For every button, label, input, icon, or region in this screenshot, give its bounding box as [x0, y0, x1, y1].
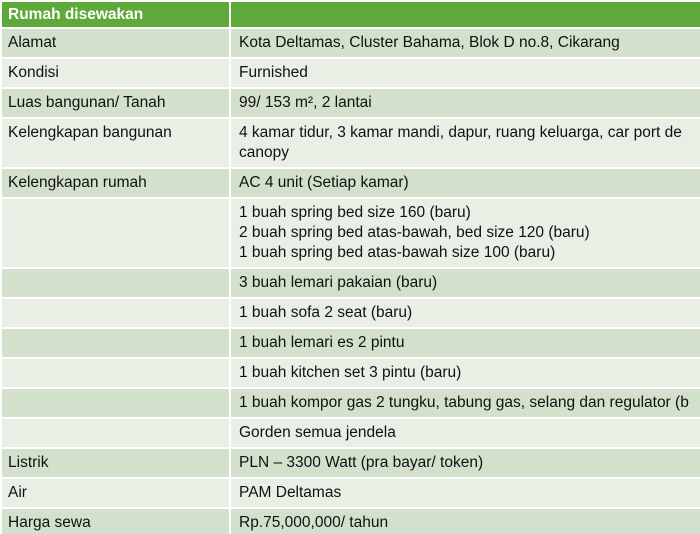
row-value: [230, 28, 700, 58]
row-value: [230, 88, 700, 118]
row-value-line: 1 buah spring bed atas-bawah size 100 (baru): [239, 244, 556, 261]
row-value-line: 1 buah kitchen set 3 pintu (baru): [239, 364, 462, 381]
row-value-line: AC 4 unit (Setiap kamar): [239, 174, 409, 191]
table-header-title: Rumah disewakan: [1, 1, 230, 28]
table-row: [1, 448, 700, 478]
table-row: [1, 328, 700, 358]
row-value-line: Kota Deltamas, Cluster Bahama, Blok D no.8, Cikarang: [239, 34, 620, 51]
row-value-line: Rp.75,000,000/ tahun: [239, 514, 389, 531]
row-label: Air: [1, 478, 230, 508]
row-label: [1, 328, 230, 358]
row-value-line: 1 buah lemari es 2 pintu: [239, 334, 405, 351]
row-value-line: Gorden semua jendela: [239, 424, 396, 441]
table-row: [1, 298, 700, 328]
row-value-line: PAM Deltamas: [239, 484, 342, 501]
table-row: [1, 388, 700, 418]
row-label: [1, 298, 230, 328]
row-value: [230, 418, 700, 448]
row-label: Harga sewa: [1, 508, 230, 534]
row-value: [230, 58, 700, 88]
row-label: [1, 358, 230, 388]
row-value: [230, 118, 700, 168]
row-value-line: 2 buah spring bed atas-bawah, bed size 120 (baru): [239, 224, 590, 241]
table-row: [1, 118, 700, 168]
row-value-line: 3 buah lemari pakaian (baru): [239, 274, 438, 291]
table-header-empty: [230, 1, 700, 28]
row-value-line: canopy: [239, 144, 289, 161]
table-row: [1, 58, 700, 88]
table-row: [1, 168, 700, 198]
row-label: Listrik: [1, 448, 230, 478]
table-row: [1, 478, 700, 508]
row-value: [230, 448, 700, 478]
row-value: [230, 358, 700, 388]
row-value-line: 1 buah sofa 2 seat (baru): [239, 304, 413, 321]
row-value: [230, 268, 700, 298]
row-value: [230, 328, 700, 358]
table-row: [1, 358, 700, 388]
row-label: Kelengkapan bangunan: [1, 118, 230, 168]
row-label: Alamat: [1, 28, 230, 58]
row-label: [1, 268, 230, 298]
row-value: [230, 168, 700, 198]
row-value-line: 1 buah kompor gas 2 tungku, tabung gas, selang dan regulator (b: [239, 394, 689, 411]
table-row: [1, 508, 700, 534]
row-label: Luas bangunan/ Tanah: [1, 88, 230, 118]
row-value-line: 4 kamar tidur, 3 kamar mandi, dapur, ruang keluarga, car port de: [239, 124, 682, 141]
row-value: [230, 388, 700, 418]
row-value-line: 99/ 153 m², 2 lantai: [239, 94, 372, 111]
row-label: [1, 388, 230, 418]
row-value: [230, 198, 700, 268]
row-label: [1, 198, 230, 268]
table-row: [1, 418, 700, 448]
table-body: [1, 28, 700, 534]
table-row: [1, 268, 700, 298]
row-value-line: 1 buah spring bed size 160 (baru): [239, 204, 471, 221]
row-value-line: Furnished: [239, 64, 308, 81]
row-label: Kelengkapan rumah: [1, 168, 230, 198]
row-value: [230, 508, 700, 534]
row-value-line: PLN – 3300 Watt (pra bayar/ token): [239, 454, 484, 471]
table-row: [1, 28, 700, 58]
row-value: [230, 478, 700, 508]
table-row: [1, 88, 700, 118]
row-label: [1, 418, 230, 448]
row-label: Kondisi: [1, 58, 230, 88]
row-value: [230, 298, 700, 328]
table-header-row: [1, 1, 700, 28]
table-row: [1, 198, 700, 268]
